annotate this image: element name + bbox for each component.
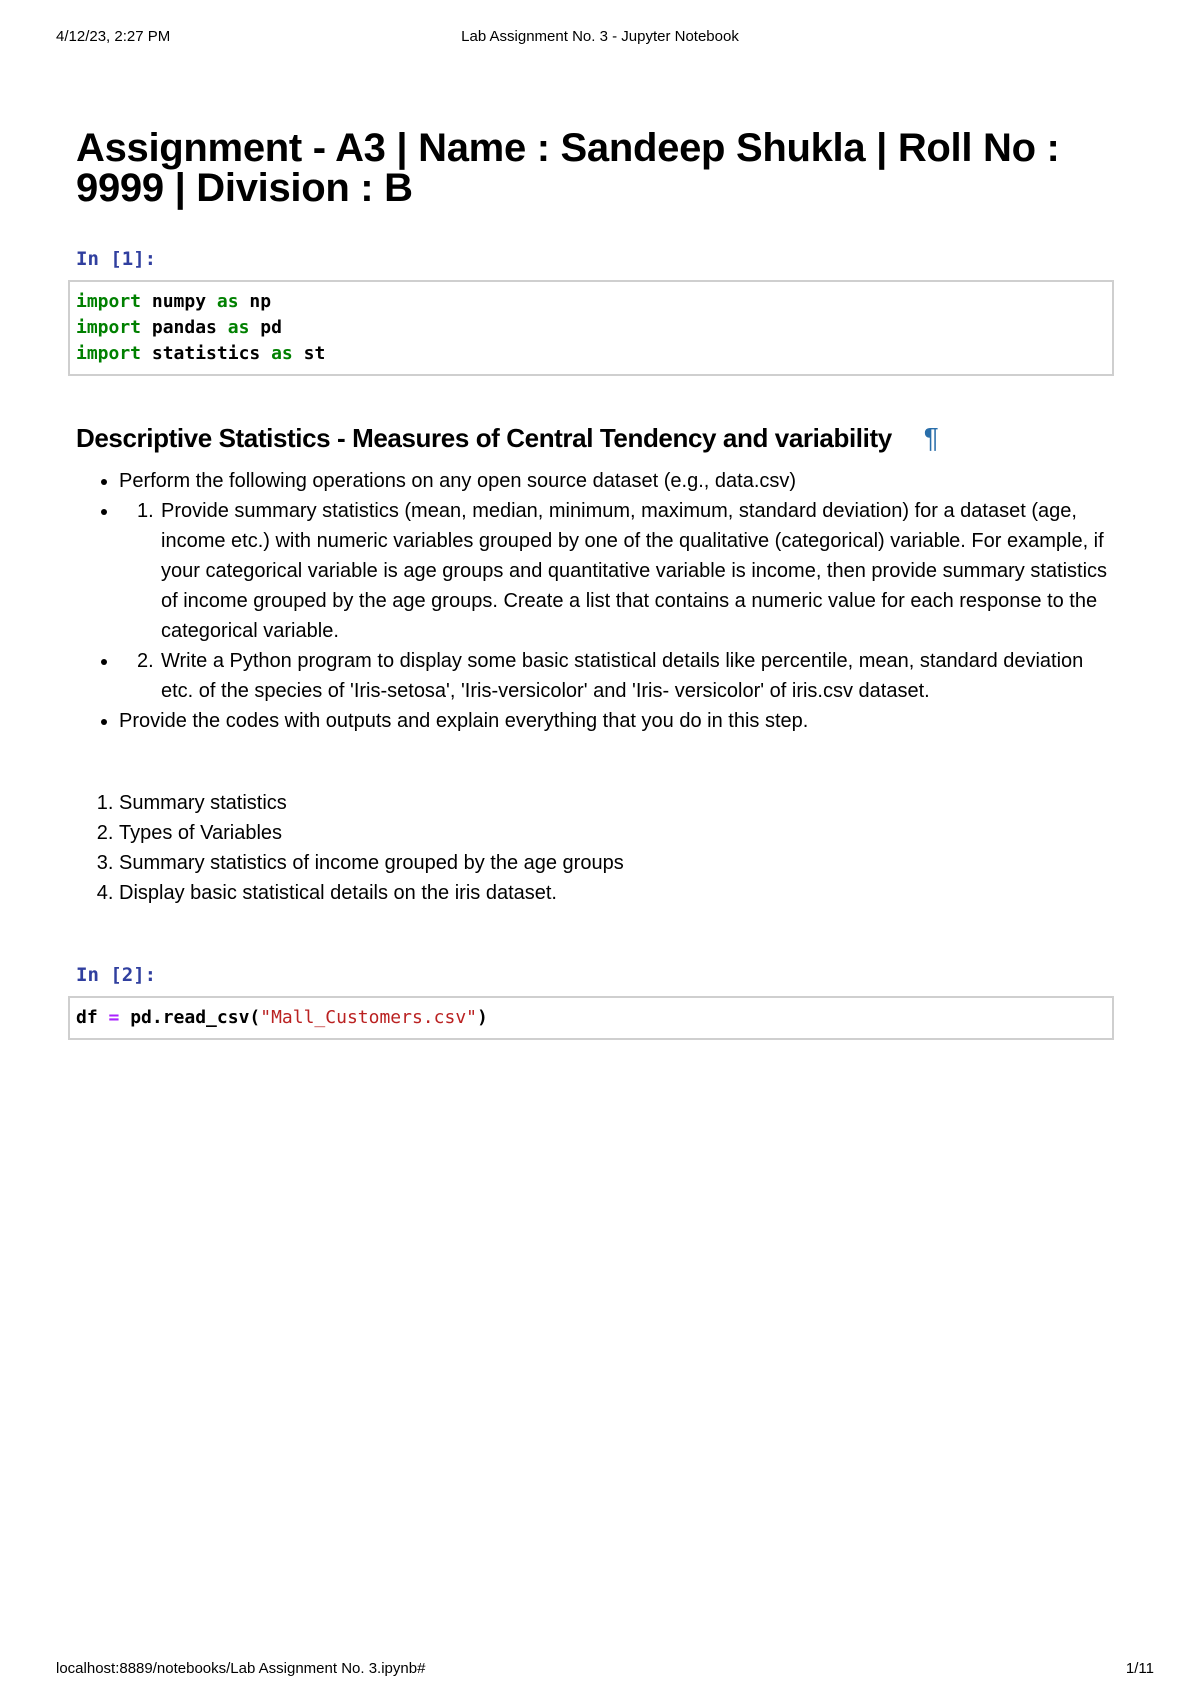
notebook-content: [76, 128, 1116, 1040]
task-description: [76, 466, 1116, 736]
section-heading-text: Descriptive Statistics - Measures of Central Tendency and variability: [76, 422, 892, 453]
anchor-link-icon[interactable]: ¶: [923, 422, 939, 453]
print-datetime: 4/12/23, 2:27 PM: [56, 28, 171, 45]
notebook-title: Assignment - A3 | Name : Sandeep Shukla | Roll No : 9999 | Division : B: [76, 126, 1060, 210]
print-url: localhost:8889/notebooks/Lab Assignment No. 3.ipynb#: [56, 1660, 426, 1677]
list-item: • Perform the following operations on any open source dataset (e.g., data.csv): [119, 466, 1116, 496]
code-line: import statistics as st: [76, 343, 326, 364]
print-page-number: 1/11: [1125, 1660, 1154, 1677]
list-item-text: Write a Python program to display some basic statistical details like percentile, mean, standard deviation etc. of the species of 'Iris-setosa', 'Iris-versicolor' and 'Iris- versicolor' of iris.csv dataset.: [161, 650, 1084, 702]
section-heading: [76, 422, 1116, 454]
cell-2[interactable]: [76, 964, 1116, 1040]
code-line: import pandas as pd: [76, 317, 282, 338]
list-number: • 1.: [137, 500, 154, 522]
cell-1-prompt: In [1]:: [76, 248, 157, 270]
list-item: [119, 646, 1116, 706]
print-page-title: Lab Assignment No. 3 - Jupyter Notebook: [461, 28, 739, 45]
list-item-text: Provide summary statistics (mean, median, minimum, maximum, standard deviation) for a dataset (age, income etc.) with numeric variables grouped by one of the qualitative (categorical) variable. For example, if your categorical variable is age groups and quantitative variable is income, then provide summary statistics of income grouped by the age groups. Create a list that contains a numeric value for each response to the categorical variable.: [161, 500, 1108, 642]
steps-list: [76, 788, 1116, 908]
list-number: • 2.: [137, 650, 154, 672]
cell-1-code[interactable]: [68, 280, 1114, 376]
step-item: 3. Summary statistics of income grouped by the age groups: [119, 848, 1116, 878]
list-item: • Provide the codes with outputs and explain everything that you do in this step.: [119, 706, 1116, 736]
cell-2-prompt: In [2]:: [76, 964, 157, 986]
list-item: [119, 496, 1116, 646]
cell-1[interactable]: [76, 248, 1116, 376]
step-item: 1. Summary statistics: [119, 788, 1116, 818]
step-item: 2. Types of Variables: [119, 818, 1116, 848]
cell-2-code[interactable]: df = pd.read_csv("Mall_Customers.csv"): [68, 996, 1114, 1040]
step-item: 4. Display basic statistical details on the iris dataset.: [119, 878, 1116, 908]
code-line: import numpy as np: [76, 291, 272, 312]
